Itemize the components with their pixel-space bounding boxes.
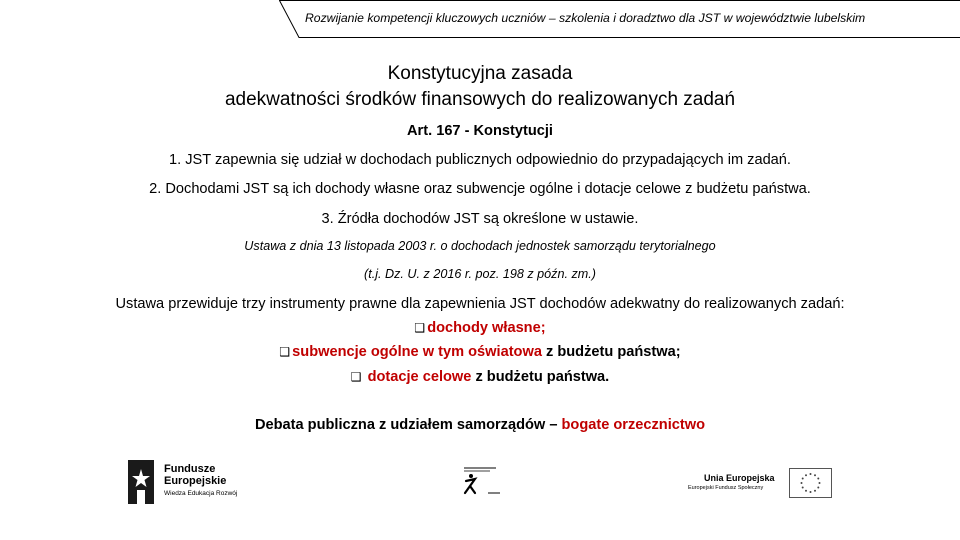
fe-logo-line-2: Europejskie — [164, 475, 227, 487]
debate-text: Debata publiczna z udziałem samorządów – — [254, 417, 562, 433]
instrument-3-text-red: dotacje celowe — [363, 369, 472, 385]
instrument-3-text: z budżetu państwa. — [471, 369, 610, 385]
instrument-2-text: z budżetu państwa; — [541, 344, 681, 360]
ue-logo-line-2: Europejski Fundusz Społeczny — [688, 485, 764, 491]
fundusze-europejskie-star-icon — [128, 460, 158, 504]
eu-flag-icon — [789, 468, 832, 498]
article-point-3: 3. Źródła dochodów JST są określone w ustawie. — [321, 211, 639, 227]
title-line-2: adekwatności środków finansowych do realizowanych zadań — [224, 89, 736, 110]
unia-europejska-logo — [688, 468, 833, 500]
article-heading: Art. 167 - Konstytucji — [407, 123, 553, 139]
article-point-2: 2. Dochodami JST są ich dochody własne oraz subwencje ogólne i dotacje celowe z budżetu państwa. — [149, 181, 811, 197]
act-reference-line-2: (t.j. Dz. U. z 2016 r. poz. 198 z późn. zm.) — [364, 267, 596, 281]
fe-logo-line-1: Fundusze — [164, 463, 216, 475]
debate-text-red: bogate orzecznictwo — [561, 417, 706, 433]
fundusze-europejskie-logo — [128, 459, 268, 505]
instrument-item-1 — [0, 320, 960, 336]
instruments-intro: Ustawa przewiduje trzy instrumenty prawne dla zapewnienia JST dochodów adekwatny do realizowanych zadań: — [115, 296, 845, 312]
instrument-item-3 — [0, 369, 960, 385]
title-line-1: Konstytucyjna zasada — [387, 63, 573, 84]
checkbox-bullet-icon: ❑ — [350, 370, 362, 384]
instrument-2-text-red: subwencje ogólne w tym oświatowa — [292, 344, 542, 360]
banner-text: Rozwijanie kompetencji kluczowych uczniów – szkolenia i doradztwo dla JST w województwie lubelskim — [305, 11, 866, 25]
checkbox-bullet-icon: ❑ — [414, 321, 426, 335]
act-reference-line-1: Ustawa z dnia 13 listopada 2003 r. o dochodach jednostek samorządu terytorialnego — [244, 239, 716, 253]
fe-logo-line-3: Wiedza Edukacja Rozwój — [164, 490, 238, 497]
ue-logo-line-1: Unia Europejska — [704, 473, 775, 483]
instrument-item-2 — [0, 344, 960, 360]
instrument-1-text: dochody własne; — [427, 320, 546, 336]
header-banner — [279, 0, 960, 38]
running-figure-icon — [462, 466, 502, 496]
debate-line — [0, 417, 960, 433]
checkbox-bullet-icon: ❑ — [279, 345, 291, 359]
center-logo — [462, 466, 502, 496]
article-point-1: 1. JST zapewnia się udział w dochodach publicznych odpowiednio do przypadających im zadań. — [169, 152, 791, 168]
